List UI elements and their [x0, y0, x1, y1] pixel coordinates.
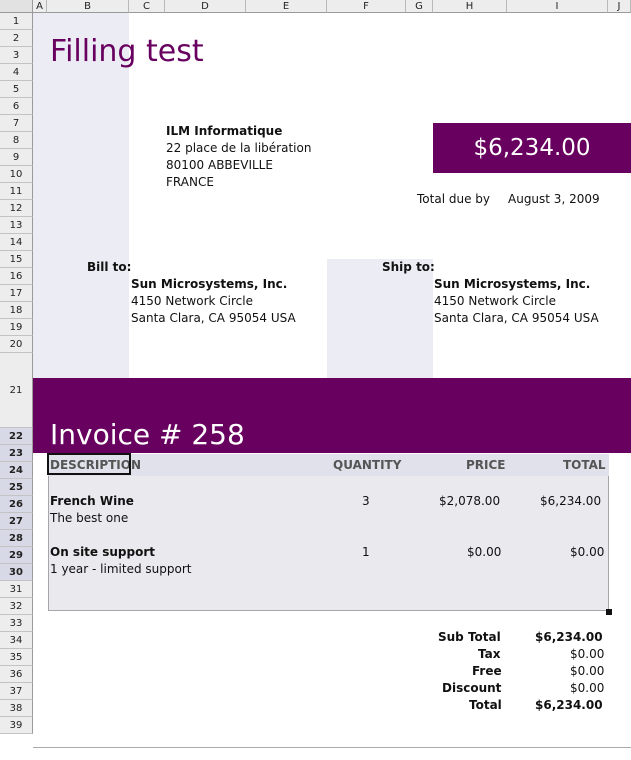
row-header[interactable]: 29 [0, 547, 33, 564]
item-quantity[interactable]: 3 [362, 494, 370, 508]
summary-label-tax: Tax [478, 647, 501, 661]
header-quantity[interactable]: QUANTITY [333, 458, 402, 472]
row-header[interactable]: 19 [0, 319, 33, 336]
column-header-g[interactable]: G [406, 0, 433, 13]
row-header[interactable]: 2 [0, 30, 33, 47]
row-header[interactable]: 32 [0, 598, 33, 615]
row-header[interactable]: 4 [0, 64, 33, 81]
row-header[interactable]: 12 [0, 200, 33, 217]
company-address2: 80100 ABBEVILLE [166, 158, 273, 172]
company-name: ILM Informatique [166, 124, 283, 138]
column-header-j[interactable]: J [608, 0, 631, 13]
row-header[interactable]: 33 [0, 615, 33, 632]
row-header[interactable]: 13 [0, 217, 33, 234]
row-header[interactable]: 35 [0, 649, 33, 666]
summary-label-total: Total [469, 698, 502, 712]
column-header-c[interactable]: C [129, 0, 165, 13]
summary-label-free: Free [472, 664, 502, 678]
row-header[interactable]: 38 [0, 700, 33, 717]
row-header[interactable]: 17 [0, 285, 33, 302]
row-header[interactable]: 31 [0, 581, 33, 598]
company-country: FRANCE [166, 175, 214, 189]
invoice-title: Invoice # 258 [50, 418, 245, 451]
total-due-box: $6,234.00 [433, 123, 631, 173]
row-header[interactable]: 9 [0, 149, 33, 166]
item-quantity[interactable]: 1 [362, 545, 370, 559]
row-header[interactable]: 30 [0, 564, 33, 581]
column-header-h[interactable]: H [433, 0, 507, 13]
row-header[interactable]: 24 [0, 462, 33, 479]
item-description[interactable]: On site support [50, 545, 155, 559]
ship-to-address1: 4150 Network Circle [434, 294, 556, 308]
items-table[interactable] [48, 454, 609, 611]
row-header[interactable]: 18 [0, 302, 33, 319]
company-address1: 22 place de la libération [166, 141, 312, 155]
row-header[interactable]: 21 [0, 353, 33, 428]
summary-label-discount: Discount [442, 681, 502, 695]
item-total[interactable]: $6,234.00 [540, 494, 602, 508]
item-note[interactable]: 1 year - limited support [50, 562, 192, 576]
item-total[interactable]: $0.00 [570, 545, 605, 559]
column-header-i[interactable]: I [507, 0, 608, 13]
row-header[interactable]: 3 [0, 47, 33, 64]
row-header[interactable]: 11 [0, 183, 33, 200]
page-break-line [33, 747, 631, 748]
item-note[interactable]: The best one [50, 511, 129, 525]
total-due-date: August 3, 2009 [508, 192, 600, 206]
cell-selection-cursor[interactable] [47, 453, 131, 475]
header-description[interactable]: DESCRIPTION [50, 458, 142, 472]
row-header[interactable]: 37 [0, 683, 33, 700]
summary-value-discount: $0.00 [570, 681, 605, 695]
bill-to-address2: Santa Clara, CA 95054 USA [131, 311, 296, 325]
item-price[interactable]: $0.00 [467, 545, 502, 559]
row-header[interactable]: 34 [0, 632, 33, 649]
column-header-f[interactable]: F [327, 0, 406, 13]
row-header[interactable]: 14 [0, 234, 33, 251]
row-header[interactable]: 25 [0, 479, 33, 496]
fill-handle[interactable] [606, 609, 612, 615]
row-header[interactable]: 6 [0, 98, 33, 115]
row-header[interactable]: 10 [0, 166, 33, 183]
row-header[interactable]: 8 [0, 132, 33, 149]
ship-to-name: Sun Microsystems, Inc. [434, 277, 591, 291]
row-header[interactable]: 27 [0, 513, 33, 530]
row-header[interactable]: 5 [0, 81, 33, 98]
row-header[interactable]: 15 [0, 251, 33, 268]
item-description[interactable]: French Wine [50, 494, 134, 508]
row-header[interactable]: 16 [0, 268, 33, 285]
item-price[interactable]: $2,078.00 [439, 494, 501, 508]
ship-to-label: Ship to: [382, 260, 435, 274]
summary-label-subtotal: Sub Total [438, 630, 501, 644]
bill-to-label: Bill to: [87, 260, 132, 274]
bill-to-name: Sun Microsystems, Inc. [131, 277, 288, 291]
column-header-d[interactable]: D [165, 0, 246, 13]
column-header-e[interactable]: E [246, 0, 327, 13]
row-header[interactable]: 7 [0, 115, 33, 132]
ship-to-address2: Santa Clara, CA 95054 USA [434, 311, 599, 325]
header-total[interactable]: TOTAL [563, 458, 606, 472]
summary-value-tax: $0.00 [570, 647, 605, 661]
row-header[interactable]: 26 [0, 496, 33, 513]
row-header[interactable]: 39 [0, 717, 33, 734]
row-header[interactable]: 1 [0, 13, 33, 30]
row-header[interactable]: 20 [0, 336, 33, 353]
row-header[interactable]: 28 [0, 530, 33, 547]
summary-value-free: $0.00 [570, 664, 605, 678]
row-header[interactable]: 23 [0, 445, 33, 462]
column-header-b[interactable]: B [47, 0, 129, 13]
select-all-corner[interactable] [0, 0, 33, 13]
ship-to-band [327, 259, 433, 378]
summary-value-total: $6,234.00 [535, 698, 603, 712]
header-price[interactable]: PRICE [466, 458, 506, 472]
bill-to-address1: 4150 Network Circle [131, 294, 253, 308]
summary-value-subtotal: $6,234.00 [535, 630, 603, 644]
row-header[interactable]: 36 [0, 666, 33, 683]
column-header-a[interactable]: A [33, 0, 47, 13]
total-due-label: Total due by [417, 192, 490, 206]
row-header[interactable]: 22 [0, 428, 33, 445]
sheet-title: Filling test [50, 34, 204, 69]
